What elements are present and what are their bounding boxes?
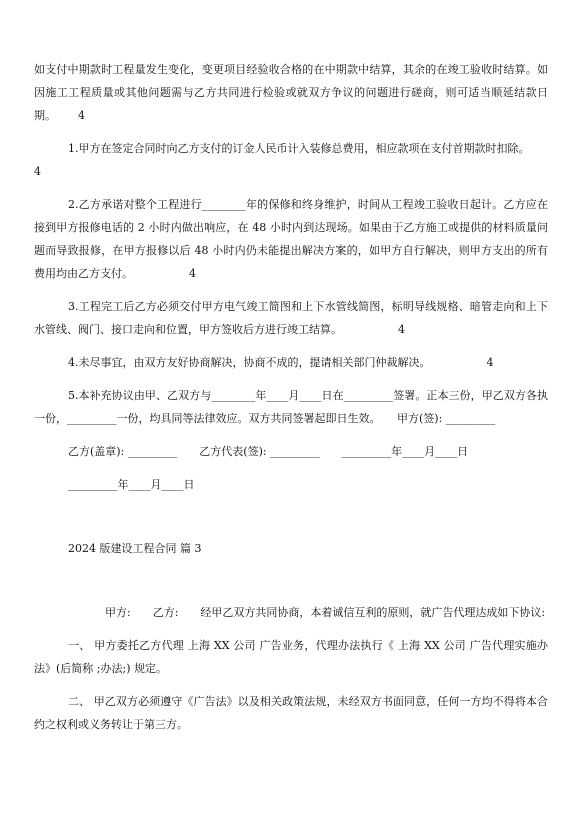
section-title: 2024 版建设工程合同 篇 3 [68, 542, 202, 555]
clause-1: 1.甲方在签定合同时向乙方支付的订金人民币计入装修总费用，相应款项在支付首期款时扣除。 [68, 142, 530, 155]
reference-mark: 4 [486, 356, 494, 369]
reference-mark: 4 [78, 109, 85, 122]
reference-mark: 4 [34, 165, 41, 178]
clause-2: 2.乙方承诺对整个工程进行________年的保修和终身维护，时间从工程竣工验收日起计。乙方应在接到甲方报修电话的 2 小时内做出响应，在 48 小时内到达现场。如果由于乙方施工或提供的材料质量问题而导致报修，在甲方报修以后 48 小时内仍未能提出解决方案的，如甲方自行解决，则甲方支出的所有费用均由乙方支付。 4 [34, 193, 548, 285]
reference-mark: 4 [398, 323, 405, 336]
signature-date-line: _________年____月____日 [68, 478, 195, 491]
contract-article-1: 一、 甲方委托乙方代理 上海 XX 公司 广告业务，代理办法执行《 上海 XX 公司 广告代理实施办法》(后简称 ;办法;) 规定。 [34, 639, 548, 675]
reference-mark: 4 [189, 267, 196, 280]
paragraph-payment-terms: 如支付中期款时工程量发生变化，变更项目经验收合格的在中期款中结算，其余的在竣工验收时结算。如因施工工程质量或其他问题需与乙方共同进行检验或就双方争议的问题进行磋商，则可适当顺延结款日期。 4 [34, 58, 548, 127]
contract-parties: 甲方: 乙方: 经甲乙双方共同协商，本着诚信互利的原则，就广告代理达成如下协议: [105, 606, 546, 619]
contract-article-2: 二、 甲乙双方必须遵守《广告法》以及相关政策法规，未经双方书面同意，任何一方均不得将本合约之权利或义务转让于第三方。 [34, 695, 548, 731]
clause-4: 4.未尽事宜，由双方友好协商解决，协商不成的，提请相关部门仲裁解决。 4 [34, 351, 548, 374]
signature-line-party-b: 乙方(盖章): _________ 乙方代表(签): _________ _________年____月____日 [68, 445, 469, 458]
clause-5: 5.本补充协议由甲、乙双方与________年____月____日在_________签署。正本三份，甲乙双方各执一份，_________一份，均具同等法律效应。双方共同签署起即日生效。 甲方(签): _________ [34, 389, 548, 425]
clause-3: 3.工程完工后乙方必须交付甲方电气竣工简图和上下水管线简图，标明导线规格、暗管走向和上下水管线、阀门、接口走向和位置，甲方签收后方进行竣工结算。 4 [34, 295, 548, 341]
